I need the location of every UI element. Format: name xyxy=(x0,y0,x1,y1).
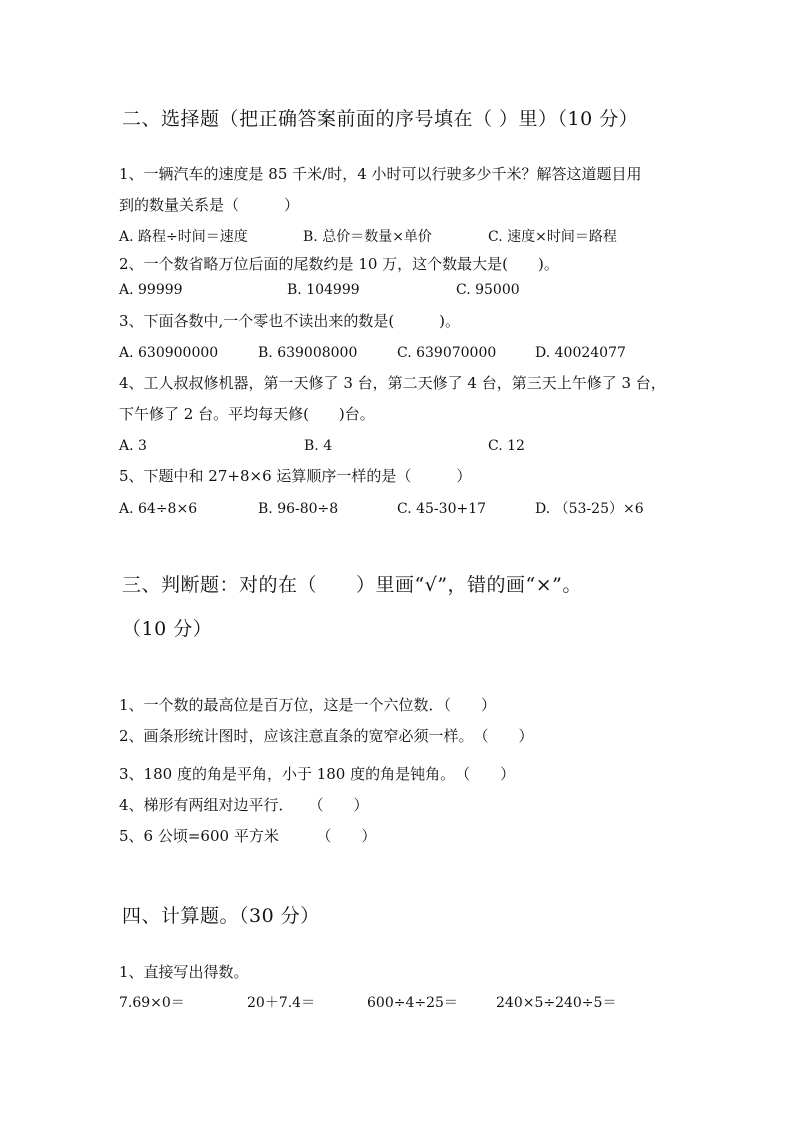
question-2-option-a: A. 99999 xyxy=(119,282,183,298)
question-4-option-a: A. 3 xyxy=(119,438,147,454)
question-4-line-2: 下午修了 2 台。平均每天修( )台。 xyxy=(119,405,375,423)
judgement-item-3: 3、180 度的角是平角，小于 180 度的角是钝角。 （ ） xyxy=(119,765,516,783)
judgement-item-1: 1、一个数的最高位是百万位，这是一个六位数．（ ） xyxy=(119,696,497,714)
question-3-option-a: A. 630900000 xyxy=(119,345,219,361)
calc-item-4: 240×5÷240÷5＝ xyxy=(496,995,617,1011)
question-4-option-c: C. 12 xyxy=(488,438,525,454)
section-3-heading-line-2: （10 分） xyxy=(122,618,213,640)
question-4-line-1: 4、工人叔叔修机器，第一天修了 3 台，第二天修了 4 台，第三天上午修了 3 台， xyxy=(119,374,666,392)
section-3-heading-line-1: 三、判断题：对的在（ ）里画“√”，错的画“×”。 xyxy=(122,574,582,596)
question-2-option-c: C. 95000 xyxy=(456,282,520,298)
calc-item-2: 20＋7.4＝ xyxy=(247,995,316,1011)
question-3-option-d: D. 40024077 xyxy=(535,345,626,361)
calc-question-1: 1、直接写出得数。 xyxy=(119,963,249,981)
question-3-option-c: C. 639070000 xyxy=(397,345,497,361)
question-5-option-a: A. 64÷8×6 xyxy=(119,501,198,517)
question-2-option-b: B. 104999 xyxy=(287,282,360,298)
question-1-line-1: 1、一辆汽车的速度是 85 千米/时，4 小时可以行驶多少千米？解答这道题目用 xyxy=(119,165,642,183)
question-5-option-d: D. （53-25）×6 xyxy=(535,501,644,517)
judgement-item-4: 4、梯形有两组对边平行． （ ） xyxy=(119,796,369,814)
section-4-heading: 四、计算题。（30 分） xyxy=(122,905,320,927)
question-5-option-c: C. 45-30+17 xyxy=(397,501,487,517)
question-3-option-b: B. 639008000 xyxy=(258,345,358,361)
question-2-line-1: 2、一个数省略万位后面的尾数约是 10 万，这个数最大是( )。 xyxy=(119,255,559,273)
question-1-line-2: 到的数量关系是（ ） xyxy=(119,196,300,214)
question-1-option-c: C. 速度×时间＝路程 xyxy=(488,229,617,245)
calc-item-1: 7.69×0＝ xyxy=(119,995,185,1011)
question-1-option-a: A. 路程÷时间＝速度 xyxy=(119,229,248,245)
question-3-line-1: 3、下面各数中,一个零也不读出来的数是( )。 xyxy=(119,312,461,330)
question-4-option-b: B. 4 xyxy=(304,438,333,454)
judgement-item-5: 5、6 公顷=600 平方米 （ ） xyxy=(119,827,377,845)
question-5-option-b: B. 96-80÷8 xyxy=(258,501,339,517)
section-2-heading: 二、选择题（把正确答案前面的序号填在（ ）里）（10 分） xyxy=(122,108,639,130)
question-5-line-1: 5、下题中和 27+8×6 运算顺序一样的是（ ） xyxy=(119,467,472,485)
judgement-item-2: 2、画条形统计图时，应该注意直条的宽窄必须一样。 （ ） xyxy=(119,727,534,745)
calc-item-3: 600÷4÷25＝ xyxy=(367,995,458,1011)
question-1-option-b: B. 总价＝数量×单价 xyxy=(303,229,432,245)
